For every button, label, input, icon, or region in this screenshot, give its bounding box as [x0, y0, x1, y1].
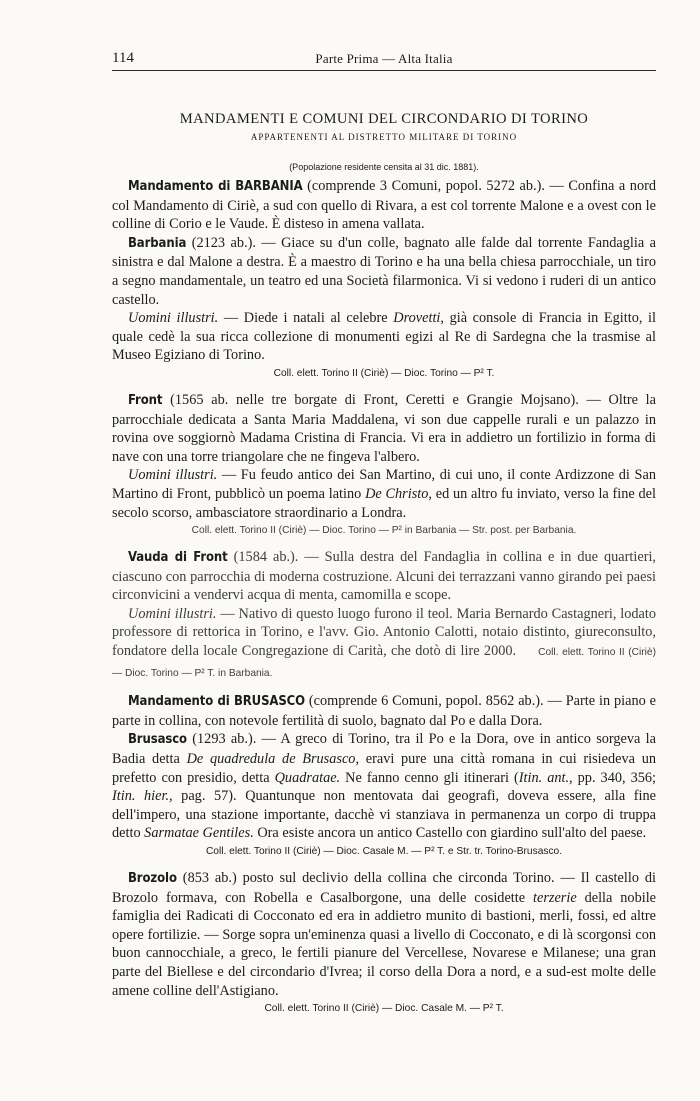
comune-text: (1584 ab.). — Sulla destra del Fandaglia in collina e in due quartieri, ciascuno con parrocchia di moderna costruzione. Alcuni dei terrazzani vanno girando pei paesi circonvicini a vendervi acqua di menta, camomilla e scope.: [112, 549, 657, 604]
comune-text: (1565 ab. nelle tre borgate di Front, Ceretti e Grangie Mojsano). — Oltre la parrocchiale dedicata a Santa Maria Maddalena, vi son due cappelle rurali e un palazzo in rovina ove soggiornò Madama Cristina di Francia. Vi era in addietro un fortilizio in forma di nave con una torre triangolare che ne fingeva l'albero.: [112, 391, 656, 465]
running-title: Parte Prima — Alta Italia: [315, 51, 453, 66]
uomini-text: ed un altro fu inviato, verso la fine del secolo scorso, ambasciatore straordinario a Londra.: [112, 485, 656, 521]
comune-heading: Brozolo: [128, 871, 177, 886]
comune-heading: Vauda di Front: [128, 550, 228, 566]
uomini-illustri-barbania: [112, 309, 656, 365]
uomini-text: — Diede i natali al celebre: [218, 310, 394, 327]
mandamento-brusasco: [112, 692, 656, 730]
reference-line: Coll. elett. Torino II (Ciriè) — Dioc. Casale M. — P² T.: [264, 1003, 504, 1015]
comune-text: (2123 ab.). — Giace su d'un colle, bagnato alle falde dal torrente Fandaglia a sinistra e dal Malone a destra. È a maestro di Torino e ha una bella chiesa parrocchiale, un tiro a segno mandamentale, un teatro ed una Società filarmonica. Vi si vedono i ruderi di un antico castello.: [112, 234, 656, 308]
comune-vauda: [112, 548, 656, 605]
reference-line: Coll. elett. Torino II (Ciriè) — Dioc. Torino — P² in Barbania — Str. post. per Barbania.: [191, 525, 577, 537]
comune-text: pp. 340, 356;: [572, 769, 657, 786]
mandamento-text: (comprende 3 Comuni, popol. 5272 ab.). — Confina a nord col Mandamento di Ciriè, a sud con quello di Rivara, a est col torrente Malone e a ovest con le colline di Corio e le Vaude. È disteso in amena vallata.: [112, 178, 657, 233]
comune-heading: Brusasco: [128, 732, 187, 748]
mandamento-heading: Mandamento di BRUSASCO: [128, 694, 306, 710]
mandamento-heading: Mandamento di BARBANIA: [128, 179, 303, 194]
uomini-text: già console di Francia in Egitto, il quale cedè la sua ricca collezione di monumenti egizi al Re di Sardegna che la trasmise al Museo Egiziano di Torino.: [112, 310, 657, 364]
uomini-label: Uomini illustri.: [128, 310, 219, 327]
italic-term: Sarmatae Gentiles.: [144, 825, 254, 842]
comune-text: pag. 57). Quantunque non mentovata dai geografi, doveva essere, alla fine dell'impero, una stazione importante, dacchè vi stanziava in permanenza un corpo di truppa detto: [112, 788, 656, 842]
comune-text: (1293 ab.). — A greco di Torino, tra il Po e la Dora, ove in antico sorgeva la Badia detta: [112, 731, 656, 768]
uomini-work: De Christo,: [365, 485, 432, 502]
page-number: 114: [112, 50, 134, 66]
section-subtitle: APPARTENENTI AL DISTRETTO MILITARE DI TORINO: [250, 132, 518, 142]
comune-heading: Front: [128, 392, 163, 408]
comune-text: eravi pure una città romana in cui risiedeva un prefetto con presidio, detta: [112, 751, 656, 786]
entry-barbania: [112, 177, 656, 382]
uomini-illustri-vauda: [112, 605, 656, 683]
italic-term: Quadratae.: [274, 769, 341, 786]
comune-brozolo: [112, 869, 656, 1000]
comune-brusasco: [112, 730, 656, 843]
running-head: [112, 44, 656, 71]
italic-term: Itin. hier.,: [112, 788, 173, 805]
mandamento-text: (comprende 6 Comuni, popol. 8562 ab.). — Parte in piano e parte in collina, con notevole fertilità di suolo, bagnato dal Po e dalla Dora.: [112, 693, 656, 729]
comune-text: della nobile famiglia dei Radicati di Cocconato ed era in addietro munito di bastioni, merli, fossi, ed altre opere fortilizie. — Sorge sopra un'eminenza quasi a livello di Cocconato, e di là scorgonsi con buon cannocchiale, a greco, le fertili pianure del Vercellese, Novarese e Milanese; una gran parte del Biellese e del circondario d'Ivrea; il corso della Dora a nord, e a sud-est molte delle amene colline dell'Astigiano.: [112, 889, 657, 999]
comune-heading: Barbania: [128, 235, 187, 251]
comune-front: [112, 391, 656, 466]
italic-term: De quadredula de Brusasco,: [186, 751, 360, 768]
uomini-text: — Nativo di questo luogo furono il teol. Maria Bernardo Castagneri, lodato professore di rettorica in Torino, e l'avv. Gio. Antonio Calotti, notaio distinto, giureconsulto, fondatore della locale Congregazione di Carità, che dotò di lire 2000.: [112, 605, 656, 660]
comune-text: Ora esiste ancora un antico Castello con giardino sull'alto del paese.: [253, 825, 647, 842]
italic-term: Itin. ant.,: [518, 769, 573, 786]
page: [112, 44, 656, 1017]
uomini-name: Drovetti,: [393, 310, 444, 327]
entry-brusasco: [112, 692, 656, 860]
population-note: (Popolazione residente censita al 31 dic. 1881).: [289, 162, 479, 172]
reference-line: Coll. elett. Torino II (Ciriè) — Dioc. Torino — P² T. in Barbania.: [112, 647, 656, 679]
reference-line: Coll. elett. Torino II (Ciriè) — Dioc. Casale M. — P² T. e Str. tr. Torino-Brusasco.: [205, 846, 563, 857]
reference-line: Coll. elett. Torino II (Ciriè) — Dioc. Torino — P² T.: [273, 367, 495, 379]
comune-text: Ne fanno cenno gli itinerari (: [340, 769, 519, 786]
uomini-illustri-front: [112, 466, 656, 522]
entry-vauda-di-front: [112, 548, 656, 683]
comune-text: (853 ab.) posto sul declivio della collina che circonda Torino. — Il castello di Brozolo formava, con Robella e Casalborgone, una delle cosidette: [112, 870, 656, 906]
section-title: MANDAMENTI E COMUNI DEL CIRCONDARIO DI TORINO: [179, 111, 589, 127]
entry-brozolo: [112, 869, 656, 1017]
uomini-label: Uomini illustri.: [128, 605, 217, 622]
comune-barbania: [112, 234, 656, 309]
uomini-text: — Fu feudo antico dei San Martino, di cui uno, il conte Ardizzone di San Martino di Front, pubblicò un poema latino: [112, 467, 656, 502]
italic-term: terzerie: [533, 889, 577, 906]
uomini-label: Uomini illustri.: [128, 467, 218, 484]
mandamento-barbania: [112, 177, 656, 234]
entry-front: [112, 391, 656, 539]
